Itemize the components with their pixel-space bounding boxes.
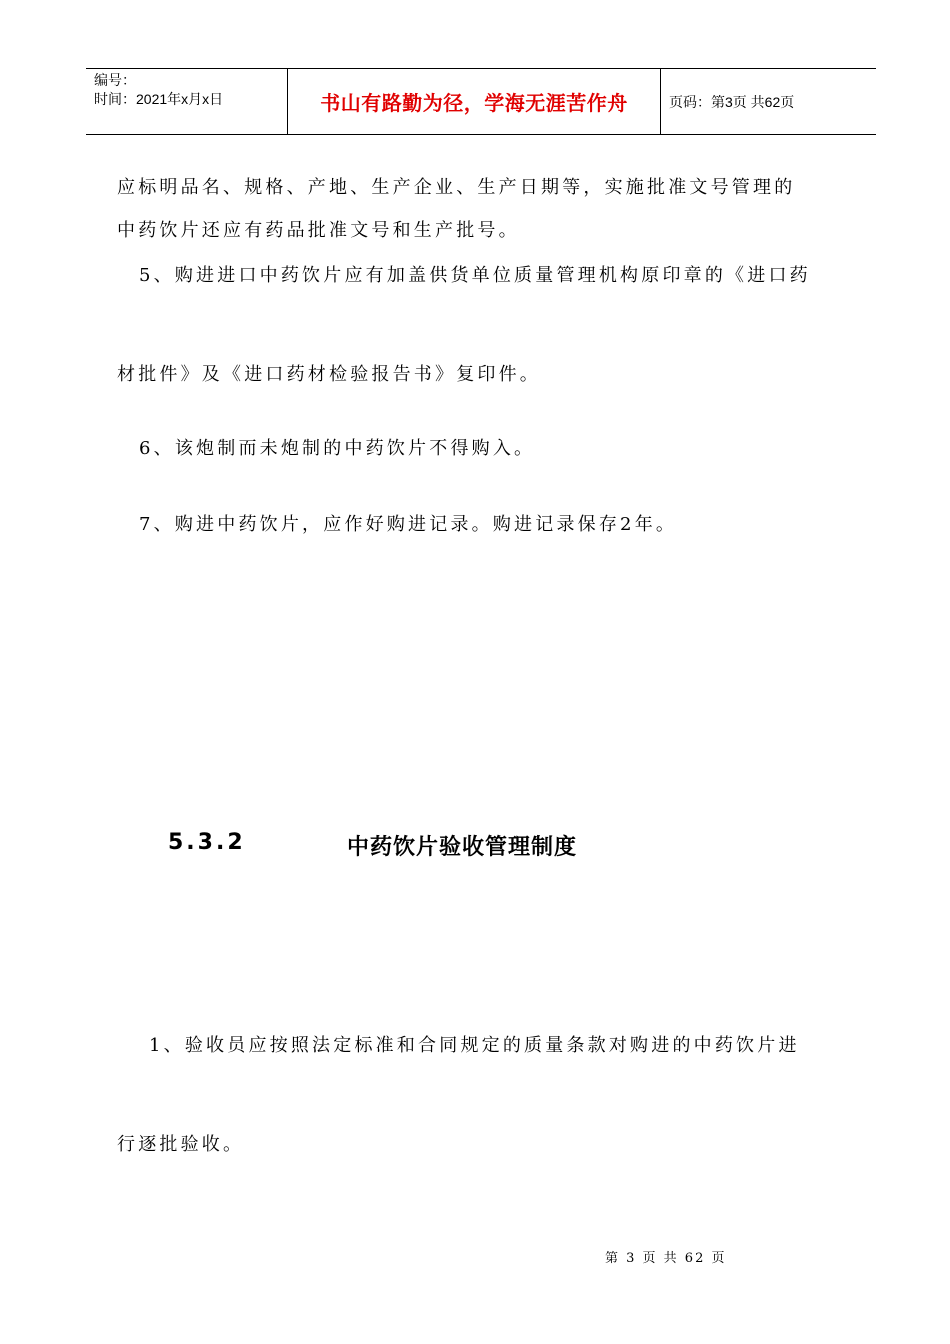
section-heading [0, 830, 950, 866]
body-line-6: 7、购进中药饮片，应作好购进记录。购进记录保存2年。 [139, 514, 678, 535]
header-time-label: 时间：2021年x月x日 [94, 91, 224, 107]
body-line-8: 行逐批验收。 [117, 1134, 245, 1155]
page-footer: 第 3 页 共 62 页 [605, 1251, 727, 1266]
section-title: 中药饮片验收管理制度 [347, 835, 578, 860]
page-header [86, 68, 876, 135]
body-line-2: 中药饮片还应有药品批准文号和生产批号。 [117, 220, 520, 241]
body-line-7: 1、验收员应按照法定标准和合同规定的质量条款对购进的中药饮片进 [149, 1035, 800, 1056]
header-meta [86, 69, 288, 134]
body-line-1: 应标明品名、规格、产地、生产企业、生产日期等，实施批准文号管理的 [117, 177, 796, 198]
body-line-3: 5、购进进口中药饮片应有加盖供货单位质量管理机构原印章的《进口药 [139, 265, 811, 286]
header-number-label: 编号： [94, 72, 136, 88]
header-motto: 书山有路勤为径，学海无涯苦作舟 [288, 69, 661, 134]
header-page-info: 页码：第3页 共62页 [669, 93, 795, 110]
body-line-4: 材批件》及《进口药材检验报告书》复印件。 [117, 364, 541, 385]
section-number: 5.3.2 [168, 830, 246, 855]
body-line-5: 6、该炮制而未炮制的中药饮片不得购入。 [139, 438, 536, 459]
